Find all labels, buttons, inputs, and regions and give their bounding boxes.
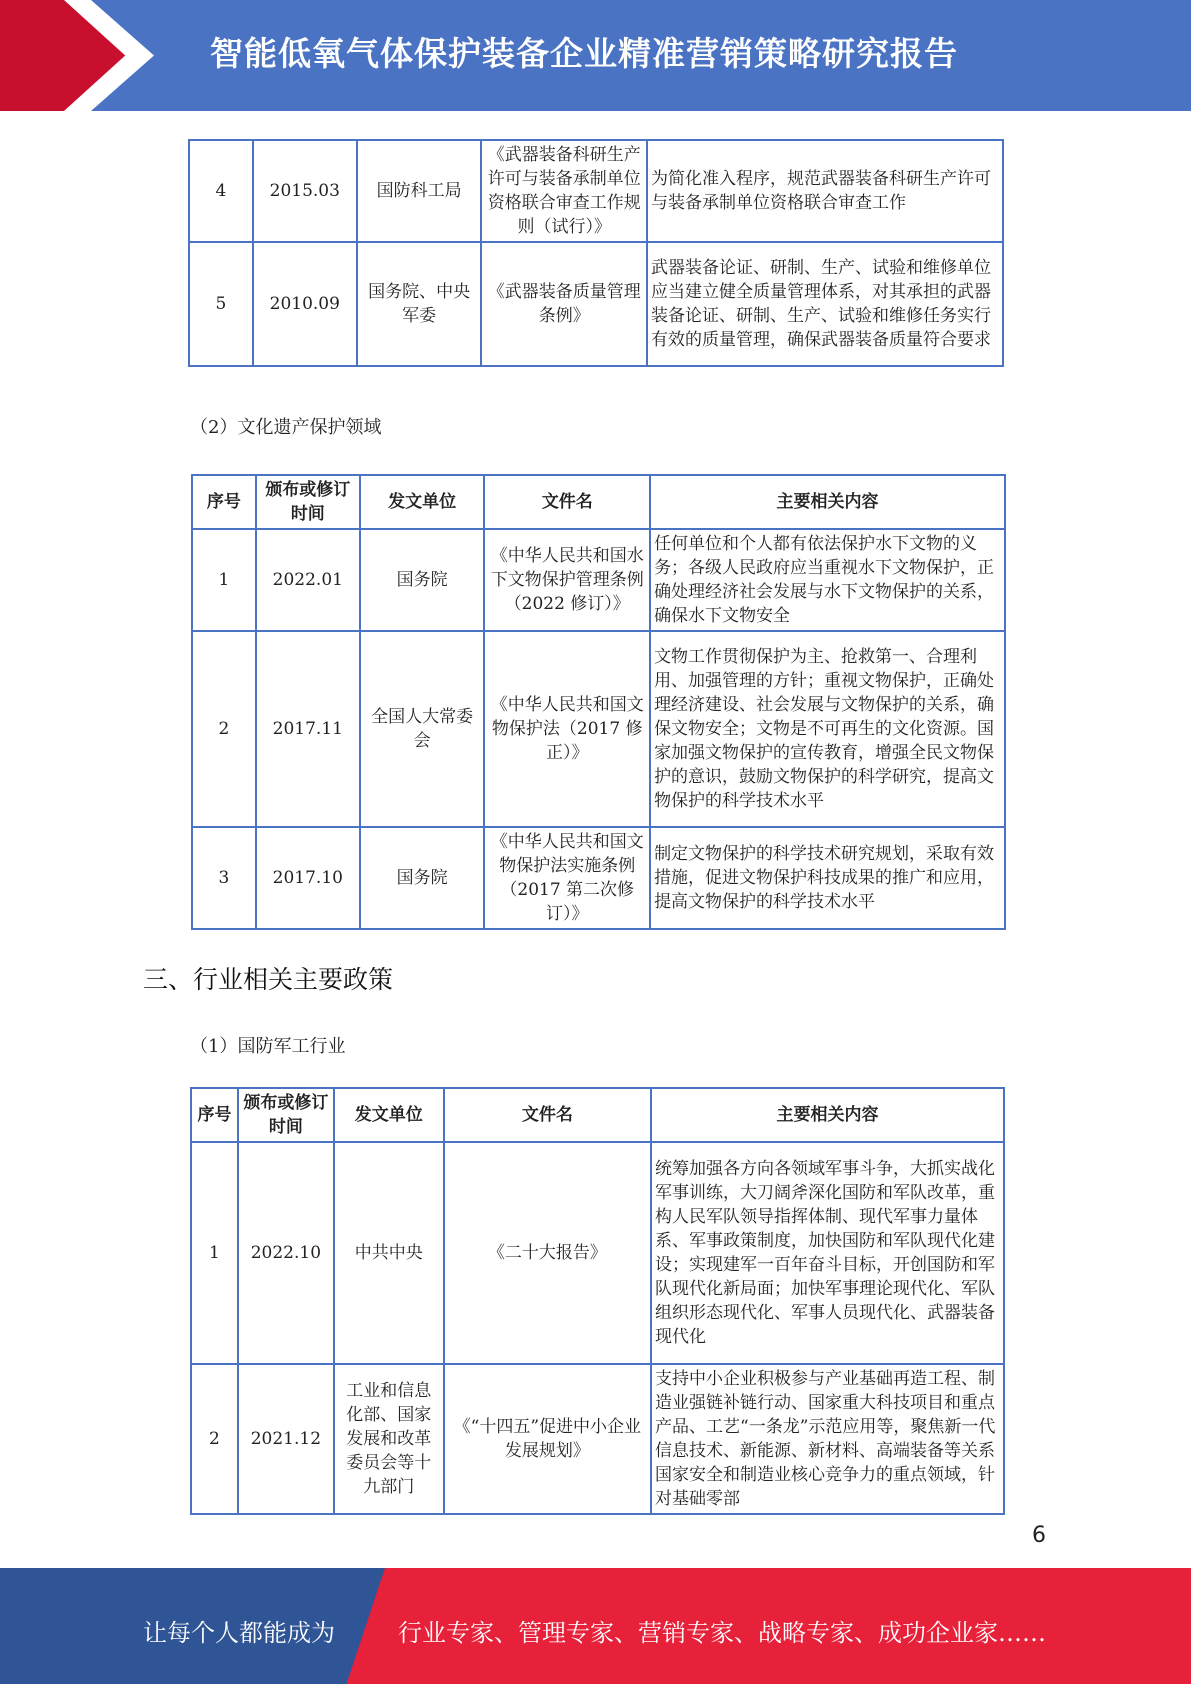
- table-military-regulations-continued: [188, 139, 1004, 367]
- row-date: 2017.10: [256, 827, 360, 929]
- row-document: 《武器装备质量管理条例》: [481, 242, 647, 366]
- row-document: 《中华人民共和国水下文物保护管理条例（2022 修订）》: [484, 529, 650, 631]
- header-banner: [0, 0, 1191, 111]
- page-number: 6: [1032, 1523, 1046, 1548]
- row-content: 统筹加强各方向各领域军事斗争，大抓实战化军事训练，大刀阔斧深化国防和军队改革，重构人民军队领导指挥体制、现代军事力量体系、军事政策制度，加快国防和军队现代化建设；实现建军一百年奋斗目标，开创国防和军队现代化新局面；加快军事理论现代化、军队组织形态现代化、军事人员现代化、武器装备现代化: [651, 1142, 1004, 1364]
- footer-slogan-left: 让每个人都能成为: [143, 1619, 335, 1647]
- row-document: 《“十四五”促进中小企业发展规划》: [444, 1364, 651, 1514]
- row-date: 2022.01: [256, 529, 360, 631]
- header-date: 颁布或修订时间: [256, 475, 360, 529]
- row-content: 制定文物保护的科学技术研究规划，采取有效措施，促进文物保护科技成果的推广和应用，提高文物保护的科学技术水平: [650, 827, 1005, 929]
- subsection-heading-heritage: （2）文化遗产保护领域: [190, 417, 382, 438]
- row-number: 2: [191, 1364, 238, 1514]
- section-title: 三、行业相关主要政策: [143, 965, 394, 994]
- table-row: [191, 1142, 1004, 1364]
- row-number: 2: [192, 631, 256, 827]
- row-number: 5: [189, 242, 253, 366]
- footer-banner: [0, 1568, 1191, 1684]
- row-content: 武器装备论证、研制、生产、试验和维修单位应当建立健全质量管理体系，对其承担的武器装备论证、研制、生产、试验和维修任务实行有效的质量管理，确保武器装备质量符合要求: [647, 242, 1003, 366]
- table-heritage-regulations: [191, 474, 1006, 930]
- header-number: 序号: [192, 475, 256, 529]
- row-date: 2022.10: [238, 1142, 334, 1364]
- row-number: 1: [191, 1142, 238, 1364]
- row-issuer: 国防科工局: [357, 140, 482, 242]
- table-defense-policies: [190, 1087, 1005, 1515]
- header-content: 主要相关内容: [650, 475, 1005, 529]
- header-number: 序号: [191, 1088, 238, 1142]
- row-date: 2015.03: [253, 140, 357, 242]
- row-content: 支持中小企业积极参与产业基础再造工程、制造业强链补链行动、国家重大科技项目和重点产品、工艺“一条龙”示范应用等，聚焦新一代信息技术、新能源、新材料、高端装备等关系国家安全和制造业核心竞争力的重点领域，针对基础零部: [651, 1364, 1004, 1514]
- table-row: [191, 1364, 1004, 1514]
- row-date: 2021.12: [238, 1364, 334, 1514]
- header-document: 文件名: [484, 475, 650, 529]
- header-issuer: 发文单位: [360, 475, 485, 529]
- row-date: 2017.11: [256, 631, 360, 827]
- table-row: [189, 242, 1003, 366]
- header-date: 颁布或修订时间: [238, 1088, 334, 1142]
- row-issuer: 全国人大常委会: [360, 631, 485, 827]
- row-issuer: 国务院: [360, 529, 485, 631]
- subsection-heading-defense: （1）国防军工行业: [190, 1036, 346, 1057]
- table-row: [192, 529, 1005, 631]
- row-content: 任何单位和个人都有依法保护水下文物的义务；各级人民政府应当重视水下文物保护，正确处理经济社会发展与水下文物保护的关系，确保水下文物安全: [650, 529, 1005, 631]
- row-document: 《中华人民共和国文物保护法实施条例（2017 第二次修订）》: [484, 827, 650, 929]
- table-row: [192, 631, 1005, 827]
- table-row: [192, 827, 1005, 929]
- row-number: 3: [192, 827, 256, 929]
- table-header-row: [192, 475, 1005, 529]
- row-number: 1: [192, 529, 256, 631]
- footer-slogan-right: 行业专家、管理专家、营销专家、战略专家、成功企业家……: [398, 1619, 1046, 1647]
- header-content: 主要相关内容: [651, 1088, 1004, 1142]
- row-issuer: 工业和信息化部、国家发展和改革委员会等十九部门: [334, 1364, 444, 1514]
- row-number: 4: [189, 140, 253, 242]
- row-issuer: 中共中央: [334, 1142, 444, 1364]
- row-issuer: 国务院: [360, 827, 485, 929]
- row-content: 文物工作贯彻保护为主、抢救第一、合理利用、加强管理的方针；重视文物保护，正确处理经济建设、社会发展与文物保护的关系，确保文物安全；文物是不可再生的文化资源。国家加强文物保护的宣传教育，增强全民文物保护的意识，鼓励文物保护的科学研究，提高文物保护的科学技术水平: [650, 631, 1005, 827]
- row-document: 《中华人民共和国文物保护法（2017 修正）》: [484, 631, 650, 827]
- row-date: 2010.09: [253, 242, 357, 366]
- report-title: 智能低氧气体保护装备企业精准营销策略研究报告: [210, 34, 958, 73]
- row-content: 为简化准入程序，规范武器装备科研生产许可与装备承制单位资格联合审查工作: [647, 140, 1003, 242]
- row-document: 《二十大报告》: [444, 1142, 651, 1364]
- header-document: 文件名: [444, 1088, 651, 1142]
- row-document: 《武器装备科研生产许可与装备承制单位资格联合审查工作规则（试行）》: [481, 140, 647, 242]
- table-row: [189, 140, 1003, 242]
- row-issuer: 国务院、中央军委: [357, 242, 482, 366]
- header-issuer: 发文单位: [334, 1088, 444, 1142]
- table-header-row: [191, 1088, 1004, 1142]
